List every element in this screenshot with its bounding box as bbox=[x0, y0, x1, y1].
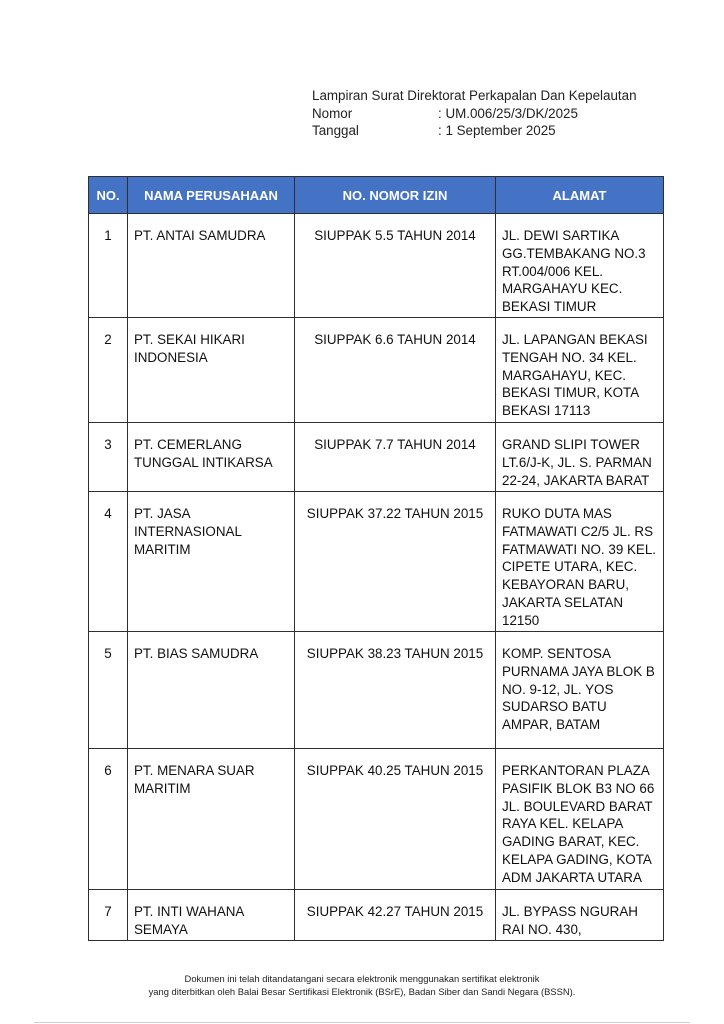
cell-alamat: KOMP. SENTOSA PURNAMA JAYA BLOK B NO. 9-12, JL. YOS SUDARSO BATU AMPAR, BATAM bbox=[496, 632, 664, 749]
nomor-label: Nomor bbox=[312, 105, 353, 121]
table-row bbox=[89, 890, 664, 941]
cell-no: 1 bbox=[89, 214, 128, 318]
cell-nama: PT. BIAS SAMUDRA bbox=[128, 632, 295, 749]
cell-izin: SIUPPAK 5.5 TAHUN 2014 bbox=[295, 214, 496, 318]
cell-nama: PT. CEMERLANG TUNGGAL INTIKARSA bbox=[128, 423, 295, 492]
table-row bbox=[89, 214, 664, 318]
col-header-izin: NO. NOMOR IZIN bbox=[295, 177, 496, 214]
cell-nama: PT. ANTAI SAMUDRA bbox=[128, 214, 295, 318]
cell-izin: SIUPPAK 42.27 TAHUN 2015 bbox=[295, 890, 496, 941]
header-tanggal bbox=[312, 122, 637, 140]
cell-nama: PT. INTI WAHANA SEMAYA bbox=[128, 890, 295, 941]
col-header-alamat: ALAMAT bbox=[496, 177, 664, 214]
cell-izin: SIUPPAK 38.23 TAHUN 2015 bbox=[295, 632, 496, 749]
cell-no: 2 bbox=[89, 318, 128, 423]
header-title bbox=[312, 87, 637, 105]
company-table bbox=[88, 176, 664, 941]
cell-izin: SIUPPAK 7.7 TAHUN 2014 bbox=[295, 423, 496, 492]
cell-alamat: JL. DEWI SARTIKA GG.TEMBAKANG NO.3 RT.004/006 KEL. MARGAHAYU KEC. BEKASI TIMUR bbox=[496, 214, 664, 318]
table-row bbox=[89, 423, 664, 492]
cell-no: 6 bbox=[89, 749, 128, 890]
footer-line-2: yang diterbitkan oleh Balai Besar Sertifikasi Elektronik (BSrE), Badan Siber dan Sandi Negara (BSSN). bbox=[148, 986, 576, 997]
table-row bbox=[89, 749, 664, 890]
cell-alamat: PERKANTORAN PLAZA PASIFIK BLOK B3 NO 66 JL. BOULEVARD BARAT RAYA KEL. KELAPA GADING BARAT, KEC. KELAPA GADING, KOTA ADM JAKARTA UTARA bbox=[496, 749, 664, 890]
nomor-value: : UM.006/25/3/DK/2025 bbox=[438, 105, 578, 121]
cell-izin: SIUPPAK 37.22 TAHUN 2015 bbox=[295, 492, 496, 632]
cell-alamat: RUKO DUTA MAS FATMAWATI C2/5 JL. RS FATMAWATI NO. 39 KEL. CIPETE UTARA, KEC. KEBAYORAN BARU, JAKARTA SELATAN 12150 bbox=[496, 492, 664, 632]
cell-no: 3 bbox=[89, 423, 128, 492]
col-header-nama: NAMA PERUSAHAAN bbox=[128, 177, 295, 214]
footer-line-1: Dokumen ini telah ditandatangani secara elektronik menggunakan sertifikat elektronik bbox=[184, 973, 540, 984]
footer-divider bbox=[34, 1022, 690, 1023]
cell-alamat: JL. LAPANGAN BEKASI TENGAH NO. 34 KEL. MARGAHAYU, KEC. BEKASI TIMUR, KOTA BEKASI 17113 bbox=[496, 318, 664, 423]
header-title-text: Lampiran Surat Direktorat Perkapalan Dan Kepelautan bbox=[312, 88, 637, 103]
cell-no: 7 bbox=[89, 890, 128, 941]
cell-nama: PT. MENARA SUAR MARITIM bbox=[128, 749, 295, 890]
letter-header bbox=[312, 87, 637, 140]
table-row bbox=[89, 318, 664, 423]
table-row bbox=[89, 632, 664, 749]
table-row bbox=[89, 492, 664, 632]
tanggal-value: : 1 September 2025 bbox=[438, 123, 556, 138]
cell-no: 4 bbox=[89, 492, 128, 632]
col-header-no: NO. bbox=[89, 177, 128, 214]
cell-izin: SIUPPAK 6.6 TAHUN 2014 bbox=[295, 318, 496, 423]
cell-nama: PT. JASA INTERNASIONAL MARITIM bbox=[128, 492, 295, 632]
cell-izin: SIUPPAK 40.25 TAHUN 2015 bbox=[295, 749, 496, 890]
e-signature-notice bbox=[0, 972, 724, 998]
table-header-row bbox=[89, 177, 664, 214]
cell-nama: PT. SEKAI HIKARI INDONESIA bbox=[128, 318, 295, 423]
cell-alamat: JL. BYPASS NGURAH RAI NO. 430, bbox=[496, 890, 664, 941]
tanggal-label: Tanggal bbox=[312, 123, 359, 138]
cell-no: 5 bbox=[89, 632, 128, 749]
header-nomor bbox=[312, 105, 637, 123]
cell-alamat: GRAND SLIPI TOWER LT.6/J-K, JL. S. PARMAN 22-24, JAKARTA BARAT bbox=[496, 423, 664, 492]
